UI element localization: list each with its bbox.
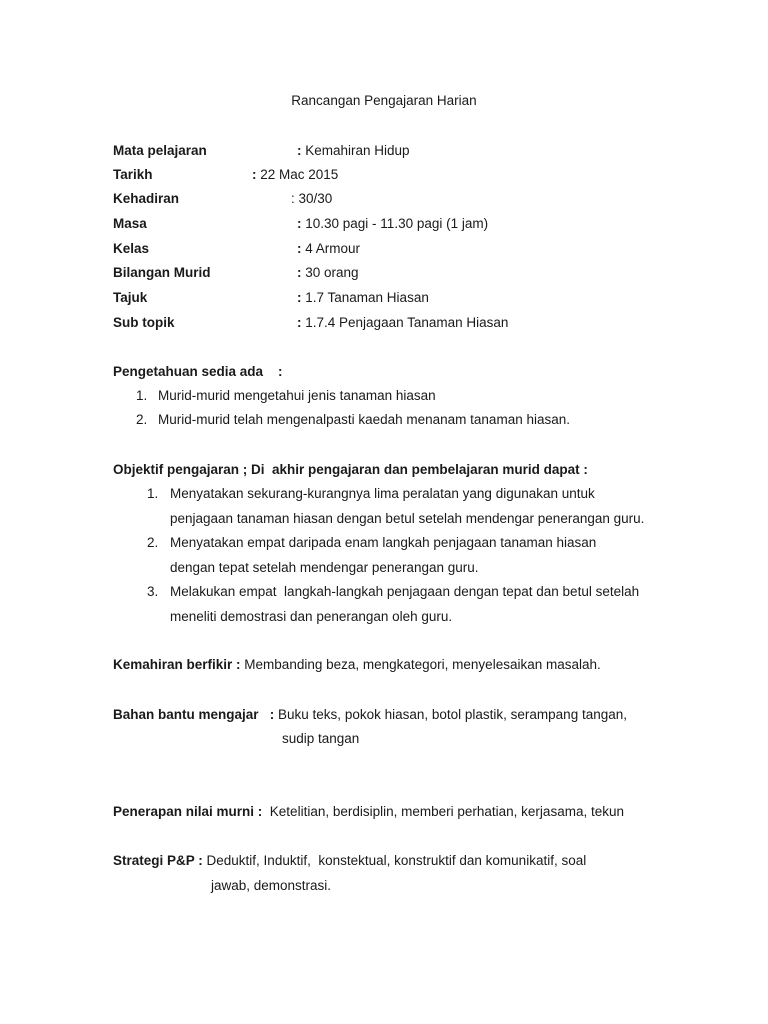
- strategi-cont: jawab, demonstrasi.: [211, 878, 332, 893]
- value-tarikh: : 22 Mac 2015: [252, 167, 339, 182]
- value-kelas: : 4 Armour: [297, 241, 361, 256]
- label-masa: Masa: [113, 216, 147, 231]
- value-sub-topik: : 1.7.4 Penjagaan Tanaman Hiasan: [297, 315, 509, 330]
- strategi-pp: Strategi P&P : Deduktif, Induktif, konstektual, konstruktif dan komunikatif, soal: [113, 853, 587, 868]
- objektif-number: 2.: [147, 535, 159, 550]
- label-mata-pelajaran: Mata pelajaran: [113, 143, 207, 158]
- objektif-number: 3.: [147, 584, 159, 599]
- objektif-text-cont: penjagaan tanaman hiasan dengan betul setelah mendengar penerangan guru.: [170, 511, 645, 526]
- label-tajuk: Tajuk: [113, 290, 148, 305]
- list-item: 1. Murid-murid mengetahui jenis tanaman hiasan: [136, 388, 436, 403]
- document-title: Rancangan Pengajaran Harian: [291, 93, 477, 108]
- objektif-heading: Objektif pengajaran ; Di akhir pengajaran dan pembelajaran murid dapat :: [113, 462, 588, 477]
- label-sub-topik: Sub topik: [113, 315, 175, 330]
- label-kelas: Kelas: [113, 241, 150, 256]
- nilai-murni: Penerapan nilai murni : Ketelitian, berdisiplin, memberi perhatian, kerjasama, tekun: [113, 804, 624, 819]
- objektif-number: 1.: [147, 486, 159, 501]
- bahan-bantu-cont: sudip tangan: [282, 731, 360, 746]
- objektif-text-cont: dengan tepat setelah mendengar penerangan guru.: [170, 560, 479, 575]
- objektif-text-cont: meneliti demostrasi dan penerangan oleh guru.: [170, 609, 453, 624]
- objektif-text: Melakukan empat langkah-langkah penjagaan dengan tepat dan betul setelah: [170, 584, 640, 599]
- label-bilangan-murid: Bilangan Murid: [113, 265, 211, 280]
- value-tajuk: : 1.7 Tanaman Hiasan: [297, 290, 429, 305]
- label-kehadiran: Kehadiran: [113, 191, 180, 206]
- list-item: 2. Murid-murid telah mengenalpasti kaedah menanam tanaman hiasan.: [136, 412, 570, 427]
- label-tarikh: Tarikh: [113, 167, 153, 182]
- value-masa: : 10.30 pagi - 11.30 pagi (1 jam): [297, 216, 489, 231]
- objektif-text: Menyatakan empat daripada enam langkah penjagaan tanaman hiasan: [170, 535, 597, 550]
- value-bilangan-murid: : 30 orang: [297, 265, 359, 280]
- objektif-text: Menyatakan sekurang-kurangnya lima peralatan yang digunakan untuk: [170, 486, 595, 501]
- value-kehadiran: : 30/30: [291, 191, 333, 206]
- pengetahuan-heading: Pengetahuan sedia ada :: [113, 364, 283, 379]
- kemahiran-berfikir: Kemahiran berfikir : Membanding beza, mengkategori, menyelesaikan masalah.: [113, 657, 601, 672]
- value-mata-pelajaran: : Kemahiran Hidup: [297, 143, 410, 158]
- bahan-bantu-mengajar: Bahan bantu mengajar : Buku teks, pokok hiasan, botol plastik, serampang tangan,: [113, 707, 627, 722]
